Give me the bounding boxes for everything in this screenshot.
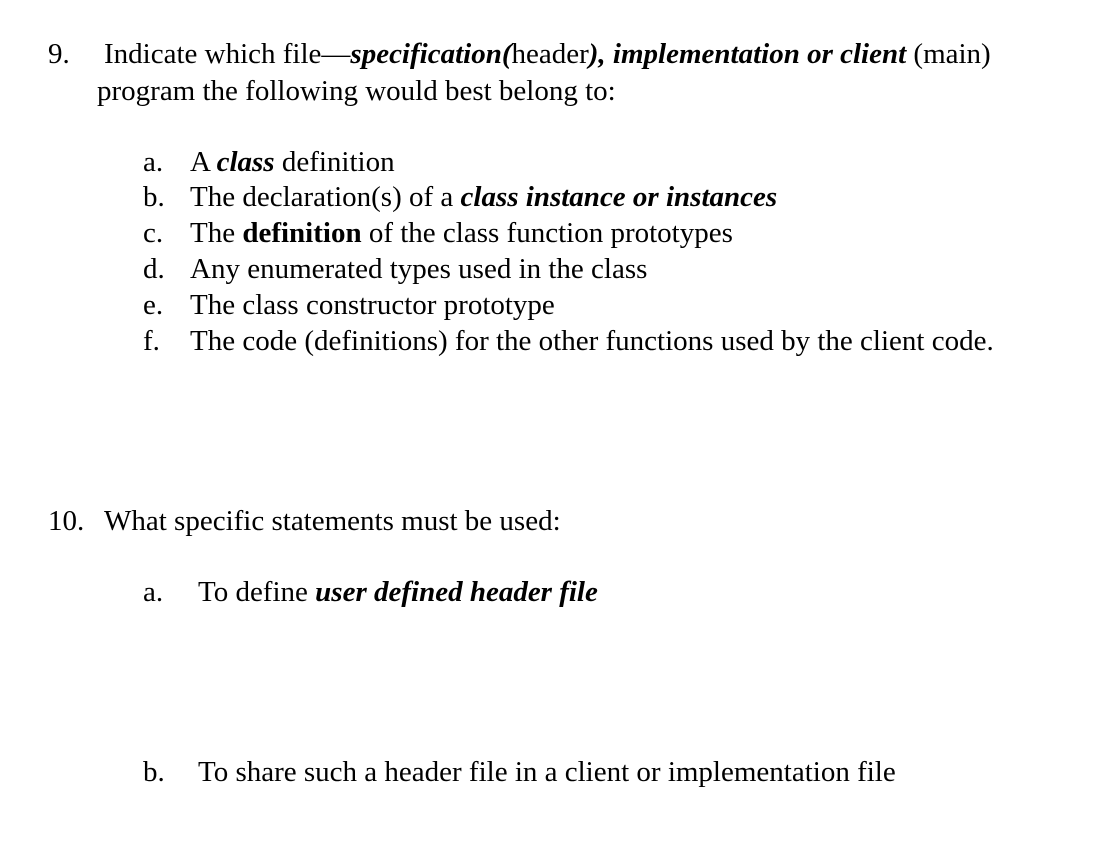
item-marker: a. <box>143 576 164 608</box>
item-text: Any enumerated types used in the class <box>190 253 648 285</box>
item-marker: f. <box>143 325 160 357</box>
q9-text-1: Indicate which file— <box>104 38 351 70</box>
item-text: The declaration(s) of a class instance or instances <box>190 181 778 213</box>
question-10-number: 10. <box>48 505 85 537</box>
q9-text-2: specification( <box>350 38 512 70</box>
item-text: A class definition <box>190 146 395 178</box>
item-marker: b. <box>143 181 165 213</box>
item-text: The code (definitions) for the other functions used by the client code. <box>190 325 994 357</box>
question-9-line-1 <box>104 40 991 69</box>
question-9-line-2: program the following would best belong to: <box>97 75 616 107</box>
item-marker: d. <box>143 253 165 285</box>
question-9-number: 9. <box>48 38 70 70</box>
question-10-text: What specific statements must be used: <box>104 505 561 537</box>
q9-text-5: (main) <box>906 38 991 70</box>
item-text: The class constructor prototype <box>190 289 555 321</box>
item-text: The definition of the class function prototypes <box>190 217 733 249</box>
item-marker: b. <box>143 756 165 788</box>
item-marker: c. <box>143 217 164 249</box>
q9-text-3: header <box>511 38 589 70</box>
item-marker: a. <box>143 146 164 178</box>
q9-text-4: ), implementation or client <box>588 38 907 70</box>
item-text: To define user defined header file <box>198 576 598 608</box>
item-marker: e. <box>143 289 164 321</box>
item-text: To share such a header file in a client or implementation file <box>198 756 896 788</box>
